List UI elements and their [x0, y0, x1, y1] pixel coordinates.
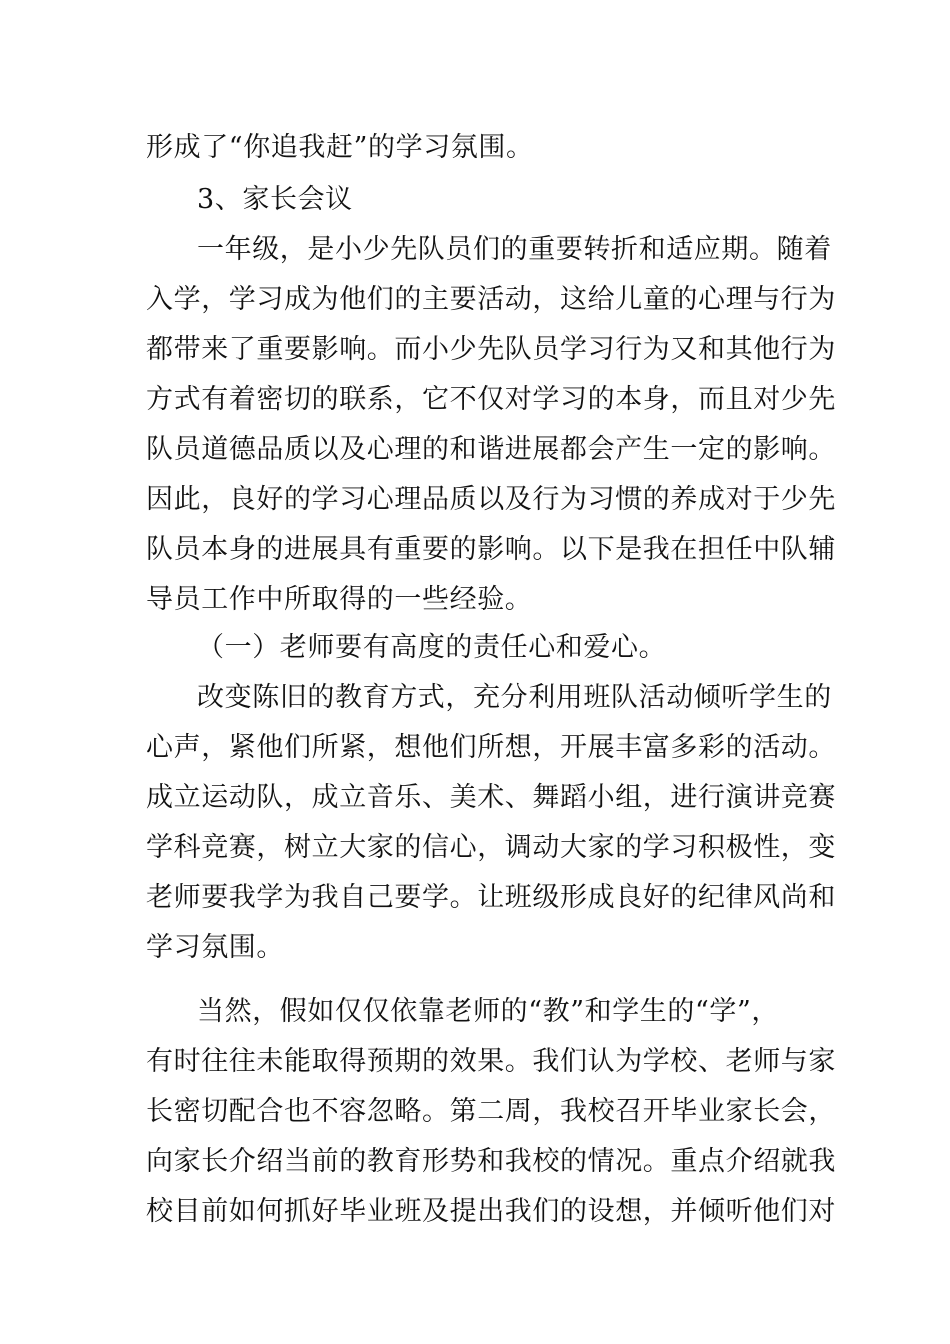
text-line: 向家长介绍当前的教育形势和我校的情况。重点介绍就我	[146, 1146, 836, 1177]
text-line: 校目前如何抓好毕业班及提出我们的设想，并倾听他们对	[146, 1196, 836, 1227]
text-line: 学习氛围。	[146, 932, 284, 963]
text-line: 改变陈旧的教育方式，充分利用班队活动倾听学生的	[197, 682, 832, 713]
section-heading: 3、家长会议	[197, 184, 353, 215]
text-line: 形成了“你追我赶”的学习氛围。	[146, 132, 534, 163]
text-line: 方式有着密切的联系，它不仅对学习的本身，而且对少先	[146, 384, 836, 415]
text-line: 导员工作中所取得的一些经验。	[146, 584, 533, 615]
text-line: 老师要我学为我自己要学。让班级形成良好的纪律风尚和	[146, 882, 836, 913]
section-heading: （一）老师要有高度的责任心和爱心。	[197, 632, 667, 663]
text-line: 当然，假如仅仅依靠老师的“教”和学生的“学”，	[197, 996, 780, 1027]
text-line: 一年级，是小少先队员们的重要转折和适应期。随着	[197, 234, 832, 265]
text-line: 有时往往未能取得预期的效果。我们认为学校、老师与家	[146, 1046, 836, 1077]
text-line: 心声，紧他们所紧，想他们所想，开展丰富多彩的活动。	[146, 732, 836, 763]
text-line: 长密切配合也不容忽略。第二周，我校召开毕业家长会，	[146, 1096, 836, 1127]
text-line: 队员道德品质以及心理的和谐进展都会产生一定的影响。	[146, 434, 836, 465]
text-line: 入学，学习成为他们的主要活动，这给儿童的心理与行为	[146, 284, 836, 315]
text-line: 学科竞赛，树立大家的信心，调动大家的学习积极性，变	[146, 832, 836, 863]
text-line: 因此，良好的学习心理品质以及行为习惯的养成对于少先	[146, 484, 836, 515]
text-line: 都带来了重要影响。而小少先队员学习行为又和其他行为	[146, 334, 836, 365]
text-line: 队员本身的进展具有重要的影响。以下是我在担任中队辅	[146, 534, 836, 565]
text-line: 成立运动队，成立音乐、美术、舞蹈小组，进行演讲竞赛	[146, 782, 836, 813]
